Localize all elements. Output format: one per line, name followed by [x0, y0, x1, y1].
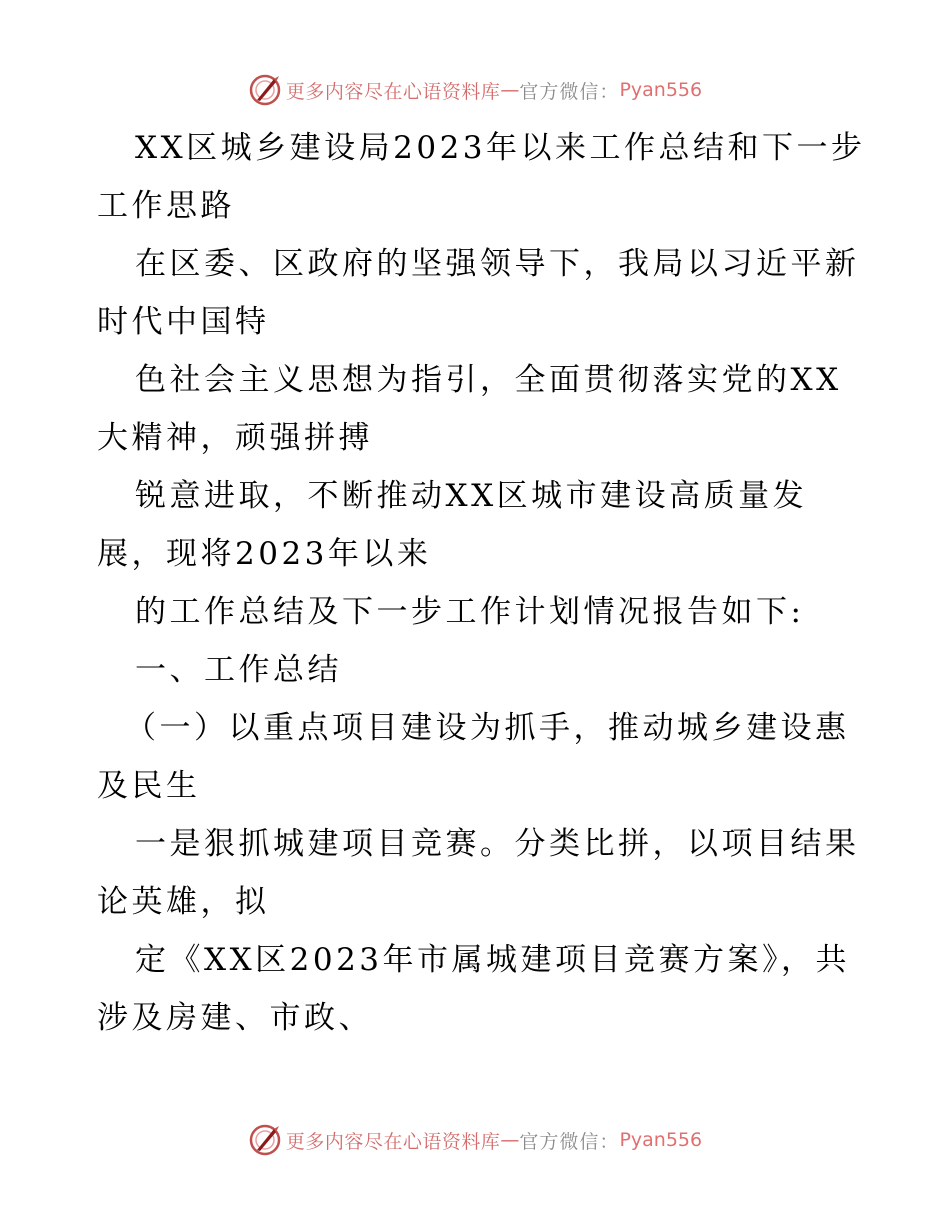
document-body — [97, 119, 866, 1047]
quill-logo-icon — [248, 73, 282, 107]
paragraph-line: 时代中国特 — [97, 304, 270, 340]
watermark-header — [0, 70, 950, 110]
paragraph-line: 涉及房建、市政、 — [97, 1000, 373, 1036]
paragraph-line: 定《XX区2023年市属城建项目竞赛方案》，共 — [135, 942, 851, 978]
paragraph-line: 的工作总结及下一步工作计划情况报告如下: — [135, 594, 805, 630]
watermark-wechat-id: Pyan556 — [619, 1129, 703, 1151]
watermark-brand: 更多内容尽在心语资料库 — [285, 80, 501, 103]
subsection-heading-line-1: （一）以重点项目建设为抓手，推动城乡建设惠 — [125, 710, 850, 746]
watermark-label: 官方微信： — [519, 80, 620, 103]
paragraph-line: 锐意进取，不断推动XX区城市建设高质量发 — [135, 478, 808, 514]
paragraph-line: 论英雄，拟 — [97, 884, 270, 920]
paragraph-line: 大精神，顽强拼搏 — [97, 420, 373, 456]
watermark-footer — [0, 1120, 950, 1160]
document-title-line-2: 工作思路 — [97, 188, 235, 224]
subsection-heading-line-2: 及民生 — [97, 768, 201, 804]
watermark-wechat-id: Pyan556 — [619, 79, 703, 101]
watermark-brand: 更多内容尽在心语资料库 — [285, 1130, 501, 1153]
paragraph-line: 在区委、区政府的坚强领导下，我局以习近平新 — [135, 246, 860, 282]
watermark-label: 官方微信： — [519, 1130, 620, 1153]
paragraph-line: 一是狠抓城建项目竞赛。分类比拼，以项目结果 — [135, 826, 860, 862]
section-heading: 一、工作总结 — [135, 652, 342, 688]
watermark-separator: — — [500, 79, 520, 101]
quill-logo-icon — [248, 1123, 282, 1157]
watermark-separator: — — [500, 1129, 520, 1151]
paragraph-line: 展，现将2023年以来 — [97, 536, 432, 572]
paragraph-line: 色社会主义思想为指引，全面贯彻落实党的XX — [135, 362, 842, 398]
document-title-line-1: XX区城乡建设局2023年以来工作总结和下一步 — [135, 130, 866, 166]
